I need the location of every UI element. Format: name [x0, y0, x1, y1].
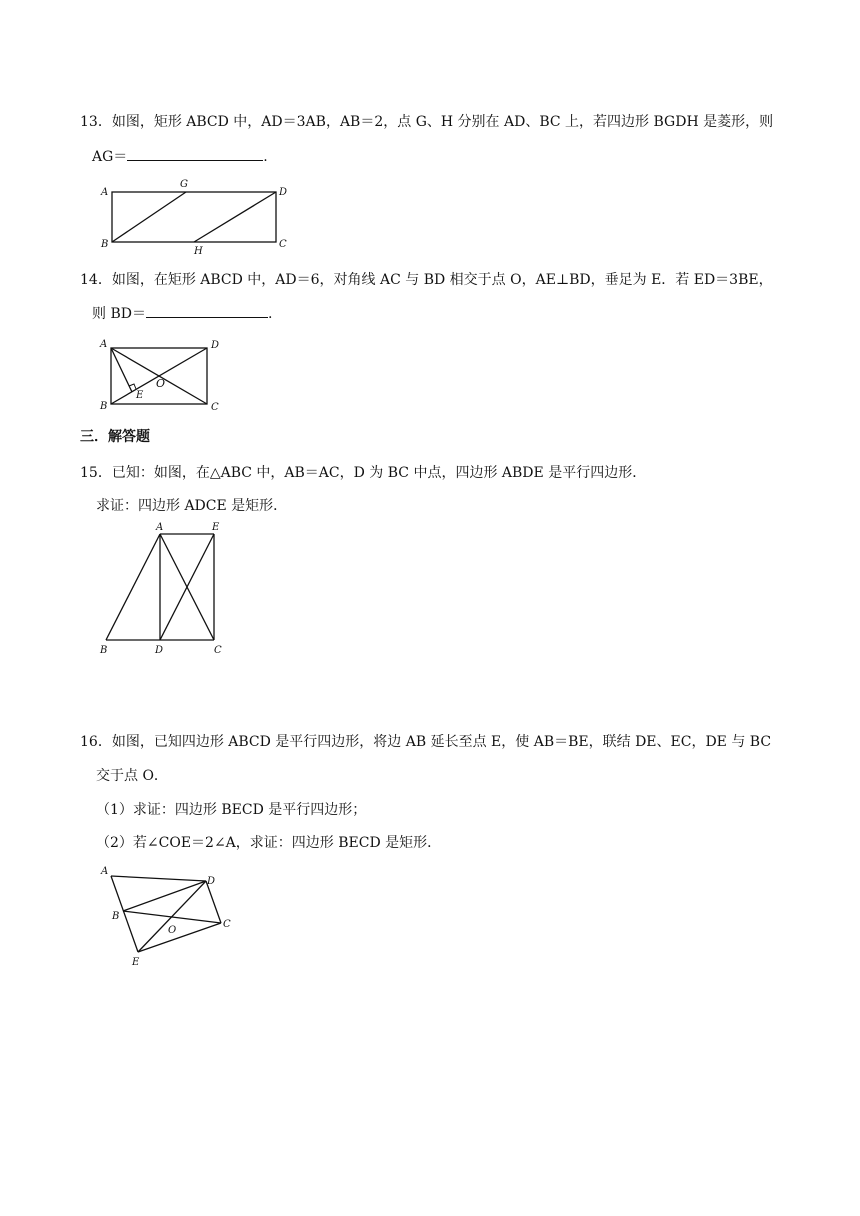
- q13-label-d: D: [279, 187, 288, 198]
- q13-label-a: A: [101, 187, 109, 198]
- q13-text-line2: [92, 146, 268, 167]
- q16-figure: [96, 864, 246, 974]
- q13-rectangle-abcd: [112, 192, 276, 242]
- q16-segment-bd: [123, 881, 206, 911]
- q15-label-c: C: [214, 645, 222, 656]
- q15-label-a: A: [156, 522, 164, 533]
- q14-label-c: C: [211, 402, 219, 413]
- q15-segment-ab: [106, 534, 160, 640]
- q16-label-a: A: [101, 866, 109, 877]
- q13-figure: [96, 176, 296, 256]
- q16-part2: （2）若∠COE＝2∠A，求证：四边形 BECD 是矩形．: [96, 835, 442, 851]
- q15-text-line2: 求证：四边形 ADCE 是矩形．: [96, 498, 288, 514]
- q13-label-b: B: [101, 239, 109, 250]
- q13-text-line1: 13．如图，矩形 ABCD 中，AD＝3AB，AB＝2，点 G、H 分别在 AD、BC 上，若四边形 BGDH 是菱形，则: [80, 114, 774, 130]
- q13-segment-hd: [194, 192, 276, 242]
- q15-figure: [96, 520, 236, 660]
- q13-label-g: G: [180, 179, 188, 190]
- q14-text-line2: [92, 303, 272, 324]
- q15-text-line1: 15．已知：如图，在△ABC 中，AB＝AC，D 为 BC 中点，四边形 ABDE 是平行四边形．: [80, 465, 647, 481]
- q16-label-o: O: [168, 925, 177, 936]
- q15-label-e: E: [212, 522, 220, 533]
- q16-segment-ad: [111, 876, 206, 881]
- q13-segment-bg: [112, 192, 186, 242]
- q14-label-a: A: [100, 339, 108, 350]
- q13-label-c: C: [279, 239, 287, 250]
- q16-label-e: E: [132, 957, 140, 968]
- q16-text-line2: 交于点 O．: [96, 768, 168, 784]
- q14-label-o: O: [156, 377, 166, 390]
- q15-label-d: D: [155, 645, 164, 656]
- q14-answer-blank[interactable]: [146, 303, 268, 318]
- q13-answer-suffix: .: [263, 149, 268, 165]
- q16-label-b: B: [112, 911, 120, 922]
- q14-answer-prefix: 则 BD＝: [92, 306, 146, 322]
- q13-label-h: H: [194, 246, 203, 257]
- q15-label-b: B: [100, 645, 108, 656]
- q13-answer-blank[interactable]: [127, 146, 263, 161]
- q14-label-b: B: [100, 401, 108, 412]
- q16-part1: （1）求证：四边形 BECD 是平行四边形；: [96, 802, 367, 818]
- q14-label-d: D: [211, 340, 220, 351]
- q14-label-e: E: [136, 390, 144, 401]
- q14-text-line1: 14．如图，在矩形 ABCD 中，AD＝6，对角线 AC 与 BD 相交于点 O，AE⊥BD，垂足为 E．若 ED＝3BE，: [80, 272, 773, 288]
- q16-segment-ec: [138, 923, 221, 952]
- q16-label-c: C: [223, 919, 231, 930]
- q14-answer-suffix: .: [267, 306, 273, 322]
- q13-answer-prefix: AG＝: [92, 149, 128, 165]
- q16-text-line1: 16．如图，已知四边形 ABCD 是平行四边形，将边 AB 延长至点 E，使 AB＝BE，联结 DE、EC，DE 与 BC: [80, 734, 772, 750]
- q16-label-d: D: [207, 876, 216, 887]
- q16-segment-ed: [138, 881, 206, 952]
- q14-figure: [96, 334, 236, 414]
- section-heading: 三．解答题: [80, 429, 150, 445]
- q16-segment-dc: [206, 881, 221, 923]
